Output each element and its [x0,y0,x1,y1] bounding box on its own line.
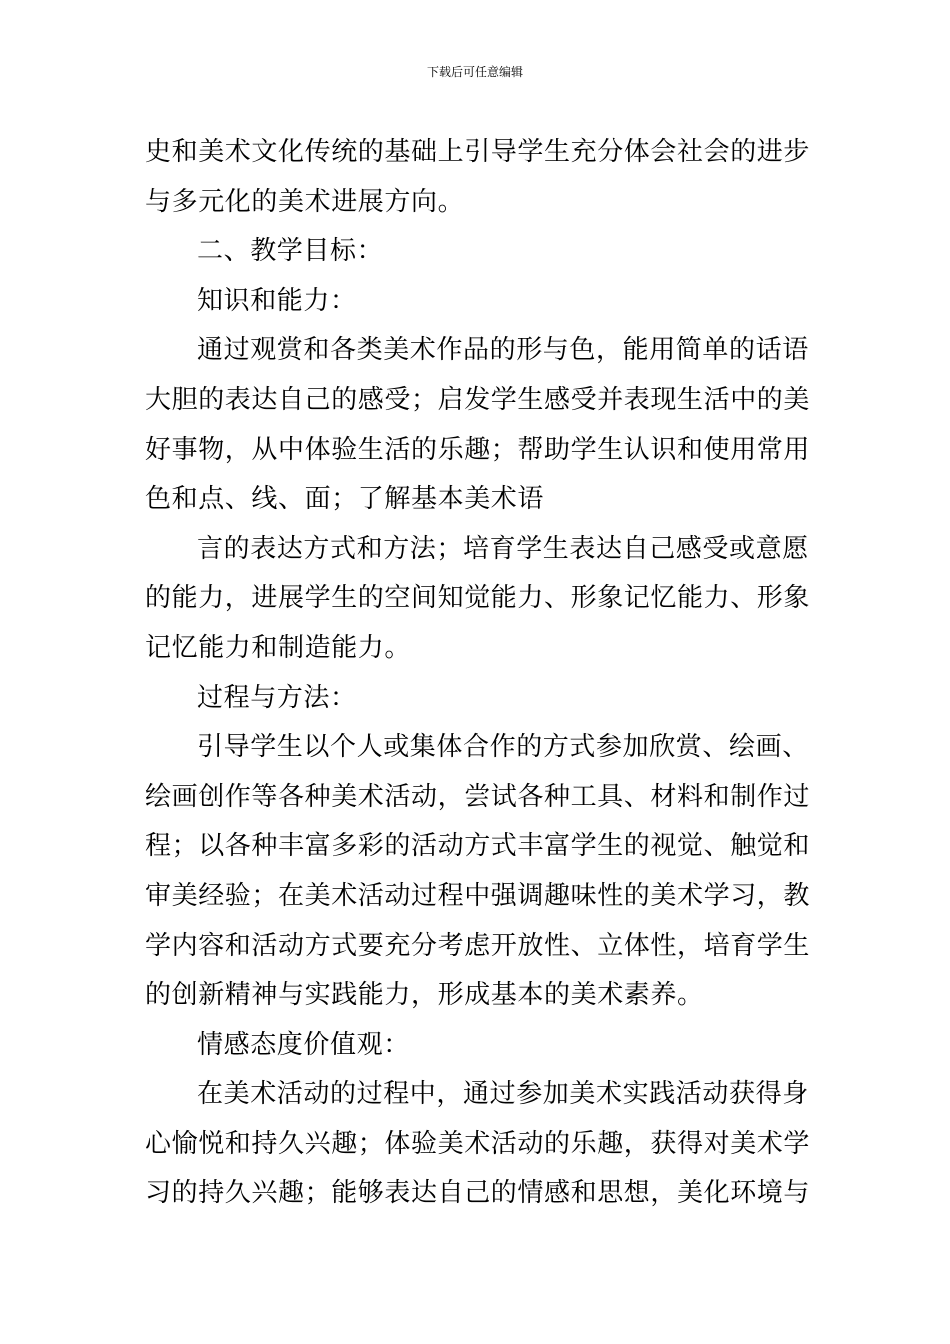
document-body [145,128,811,1219]
subsection-heading: 知识和能力： [197,285,357,316]
text-line: 学内容和活动方式要充分考虑开放性、立体性，培育学生 [145,930,811,961]
page-header: 下载后可任意编辑 [426,65,523,79]
text-line: 心愉悦和持久兴趣；体验美术活动的乐趣，获得对美术学 [145,1128,811,1159]
text-line: 习的持久兴趣；能够表达自己的情感和思想，美化环境与 [145,1178,811,1209]
subsection-heading: 情感态度价值观： [197,1029,410,1060]
text-line: 引导学生以个人或集体合作的方式参加欣赏、绘画、 [197,732,809,763]
section-heading: 二、教学目标： [197,236,384,267]
subsection-heading: 过程与方法： [197,682,357,713]
text-line: 的能力，进展学生的空间知觉能力、形象记忆能力、形象 [145,583,811,614]
text-line: 通过观赏和各类美术作品的形与色，能用简单的话语 [197,335,809,366]
text-line: 绘画创作等各种美术活动，尝试各种工具、材料和制作过 [145,781,811,812]
text-line: 色和点、线、面；了解基本美术语 [145,484,545,515]
text-line: 程；以各种丰富多彩的活动方式丰富学生的视觉、触觉和 [145,831,811,862]
text-line: 大胆的表达自己的感受；启发学生感受并表现生活中的美 [145,384,811,415]
text-line: 好事物，从中体验生活的乐趣；帮助学生认识和使用常用 [145,434,811,465]
text-line: 史和美术文化传统的基础上引导学生充分体会社会的进步 [145,137,811,167]
text-line: 审美经验；在美术活动过程中强调趣味性的美术学习，教 [145,880,811,911]
text-line: 记忆能力和制造能力。 [145,632,412,663]
text-line: 在美术活动的过程中，通过参加美术实践活动获得身 [197,1079,809,1110]
text-line: 言的表达方式和方法；培育学生表达自己感受或意愿 [197,533,809,564]
text-line: 与多元化的美术进展方向。 [145,186,465,217]
text-line: 的创新精神与实践能力，形成基本的美术素养。 [145,980,704,1011]
